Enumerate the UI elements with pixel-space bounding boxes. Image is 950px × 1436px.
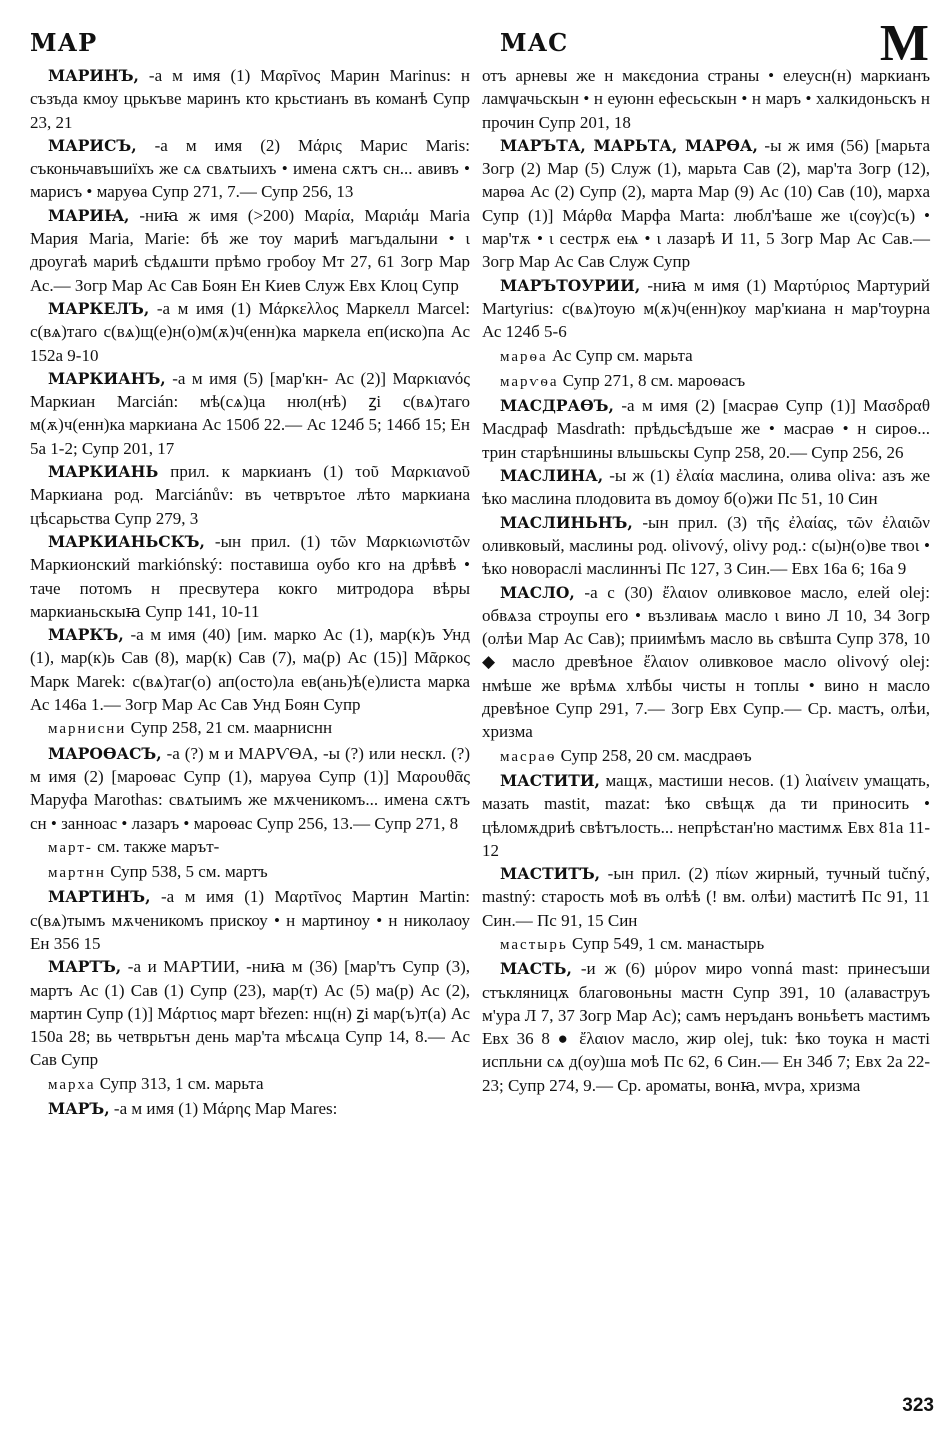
cross-reference-word: мартнн	[48, 865, 106, 882]
entry-headword: МАСТЬ,	[500, 959, 572, 979]
entry-headword: МАРЪ,	[48, 1099, 110, 1119]
dictionary-entry	[482, 769, 930, 862]
dictionary-entry	[30, 623, 470, 716]
entry-body: -а с (30) ἔλαιον оливковое масло, елей olej: обвѧза строупы его • възливаѩ масло ι вино Л 10, 34 Зогр (олѣи Мар Ас Сав); приимѣмъ масло вь свѣшта Супр 378, 10 ◆ масло древѣное ἔλαιον оливковое масло olivový olej: нмѣше же врѣмѧ хлѣбы чисты н топлы • вино н масло древѣное Супр 291, 7.— Зогр Евх Супр.— Ср. мастъ, олѣи, хризма	[482, 582, 930, 742]
entry-body: -ын прил. (2) πίων жирный, тучный tučný, mastný: старость моѣ въ олѣѣ (! вм. олѣи) маститѣ Пс 91, 11 Син.— Пс 91, 15 Син	[482, 864, 930, 930]
dictionary-entry	[482, 394, 930, 464]
cross-reference-word: марѳа	[500, 348, 548, 365]
entry-body: см. также марът-	[92, 836, 220, 856]
entry-body: Супр 549, 1 см. манастырь	[567, 933, 765, 953]
entry-body: -а м имя (40) [им. марко Ас (1), мар(к)ъ Унд (1), мар(к)ь Сав (8), мар(к) Сав (7), ма(р) Ас (15)] Μᾶρκος Марк Marek: с(вѧ)таг(о) ап(осто)ла ев(ань)ѣ(е)листа марка Ас 146а 1.— Зогр Мар Ас Сав Унд Боян Супр	[30, 625, 470, 715]
entry-body: -а м имя (2) [масраѳ Супр (1)] Μασδραθ Масдраф Masdrath: прѣдьсѣдъше же • масраѳ • н сироѳ... трин старѣншины вльшьскы Супр 258, 20.— Супр 256, 26	[482, 396, 930, 462]
entry-body: -а м имя (1) Μάρκελλος Маркелл Marcel: с(вѧ)таго с(вѧ)щ(е)н(о)м(ѫ)ч(енн)ка маркела еп(иско)па Ас 152а 9-10	[30, 298, 470, 365]
dictionary-entry	[482, 274, 930, 344]
entry-body: Ас Супр см. марьта	[547, 345, 693, 365]
entry-headword: МАРИНЪ,	[48, 66, 139, 85]
dictionary-entry	[30, 1072, 470, 1097]
dictionary-entry	[482, 344, 930, 369]
entry-headword: МАРКИАНЬ	[48, 462, 159, 482]
dictionary-entry	[482, 511, 930, 581]
entry-body: Супр 313, 1 см. марьта	[95, 1073, 264, 1093]
entry-body: Супр 258, 21 см. маарниснн	[126, 718, 333, 738]
dictionary-entry	[30, 742, 470, 835]
dictionary-entry	[30, 297, 470, 367]
entry-body: Супр 258, 20 см. масдраѳъ	[556, 745, 752, 765]
entry-headword: МАСЛИНЬНЪ,	[500, 512, 633, 532]
entry-body: отъ арневы же н макєдониа страны • елеусн(н) маркианъ ламѱачьскын • н еуюнн ефесьскын • н маръ • халкидоньскъ н прочин Супр 201, 18	[482, 66, 930, 132]
entry-headword: МАРТЪ,	[48, 957, 122, 977]
entry-body: -а и МАРТИИ, -ниꙗ м (36) [мар'тъ Супр (3), мартъ Ас (1) Сав (1) Супр (23), мар(т) Ас (5) ма(р) Ас (2), мартин Супр (1)] Μάρτιος март březen: нц(н) ꙁі мар(ъ)т(а) Ас 150а 28; вь четврьтън день мар'та мѣсѧца Супр 14, 8.— Ас Сав Супр	[30, 957, 470, 1070]
dictionary-entry	[482, 464, 930, 511]
entry-headword: МАСТИТЪ,	[500, 864, 601, 884]
entry-body: Супр 271, 8 см. мароѳасъ	[558, 370, 746, 390]
entry-headword: МАРОѲАСЪ,	[48, 743, 162, 763]
dictionary-entry	[30, 955, 470, 1071]
entry-headword: МАРИꙖ,	[48, 205, 130, 225]
entry-headword: МАРЪТА, МАРЬТА, МАРѲА,	[500, 135, 758, 155]
entry-body: -а м имя (1) Μαρῖνος Марин Marinus: н съзъда кмоу црькъве маринъ кто крьстианъ въ команѣ Супр 23, 21	[30, 66, 470, 132]
entry-headword: МАРЪТОУРИИ,	[500, 275, 641, 295]
entry-headword: МАСТИТИ,	[500, 770, 600, 790]
dictionary-entry	[30, 835, 470, 860]
entry-headword: МАСЛО,	[500, 582, 575, 602]
entry-body: -а м имя (1) Μαρτῖνος Мартин Martin: с(вѧ)тымъ мѫченикомъ прискоу • н мартиноу • н николаоу Ен 356 15	[30, 887, 470, 953]
page-number: 323	[902, 1395, 934, 1416]
left-column	[30, 64, 470, 1120]
dictionary-entry	[30, 64, 470, 134]
dictionary-entry	[30, 460, 470, 530]
entry-body: -ы ж имя (56) [марьта Зогр (2) Мар (5) Служ (1), марьта Сав (2), мар'та Зогр (12), марѳа Ас (2) Супр (2), марта Мар (9) Ас (10) Сав (10), марха Супр (1)] Μάρθα Марфа Marta: любл'ѣаше же ι(сѹ)с(ъ) • мар'тѫ • ι сестрѫ еѩ • ι лазарѣ И 11, 5 Зогр Мар Ас Сав.— Зогр Мар Ас Сав Служ Супр	[482, 135, 930, 272]
entry-body: -а (?) м и МАРѴѲА, -ы (?) или нескл. (?) м имя (2) [мароѳас Супр (1), маруѳа Супр (1)] Μαρουθᾶς Маруфа Marothas: свѧтыимъ же мѫченикомъ... имена сѫтъ сн • занноас • лазаръ • мароѳас Супр 256, 13.— Супр 271, 8	[30, 743, 470, 833]
dictionary-entry	[482, 64, 930, 134]
entry-body: -а м имя (1) Μάρης Мар Mares:	[109, 1099, 338, 1119]
entry-body: -а м имя (5) [мар'кн- Ас (2)] Μαρκιανός Маркиан Marcián: мѣ(сѧ)ца нюл(нѣ) ꙁі с(вѧ)таго м(ѫ)ч(енн)ка маркиана Ас 150б 22.— Ас 124б 5; 146б 15; Ен 5а 1-2; Супр 201, 17	[30, 368, 470, 458]
running-head-left: МАР	[30, 28, 98, 57]
entry-body: -ын прил. (3) τῆς ἐλαίας, τῶν ἐλαιῶν оливковый, маслины род. olivový, olivy род.: с(ы)н(о)ве твоι • ѣко новораслі маслиннъі Пс 127, 3 Син.— Евх 16а 6; 16а 9	[482, 512, 930, 579]
entry-body: -ы ж (1) ἐλαία маслина, олива oliva: азъ же ѣко маслина плодовита въ домоу б(о)жи Пс 51, 10 Син	[482, 466, 930, 509]
dictionary-entry	[30, 860, 470, 885]
entry-body: -ниꙗ м имя (1) Μαρτύριος Мартурий Martyrius: с(вѧ)тоую м(ѫ)ч(енн)коу мар'киана н мар'тоурна Ас 124б 5-6	[482, 275, 930, 342]
entry-body: -а м имя (2) Μάρις Марис Maris: съконьчавъшиїхъ же сѧ свѧтыихъ • имена сѫтъ сн... авивъ • марисъ • маруѳа Супр 271, 7.— Супр 256, 13	[30, 135, 470, 202]
dictionary-entry	[30, 530, 470, 623]
cross-reference-word: марха	[48, 1076, 96, 1093]
dictionary-entry	[30, 1097, 470, 1120]
entry-body: прил. к маркианъ (1) τοῦ Μαρκιανοῦ Маркиана род. Marciánův: въ четврътое лѣто маркиана цѣсарьства Супр 279, 3	[30, 462, 470, 528]
dictionary-entry	[482, 134, 930, 274]
entry-headword: МАРКИАНЬСКЪ,	[48, 531, 205, 551]
dictionary-entry	[482, 369, 930, 394]
dictionary-entry	[482, 744, 930, 769]
dictionary-entry	[482, 957, 930, 1097]
entry-headword: МАСДРАѲЪ,	[500, 396, 614, 416]
entry-body: -ын прил. (1) τῶν Μαρκιωνιστῶν Маркионский markiónský: поставиша оубо кго на дрѣвѣ • таче потомъ н пресвутера кокго митродора вѣры маркианьскыꙗ Супр 141, 10-11	[30, 531, 470, 621]
dictionary-entry	[30, 134, 470, 204]
cross-reference-word: марѵѳа	[500, 373, 559, 390]
entry-headword: МАСЛИНА,	[500, 466, 604, 486]
cross-reference-word: марнисни	[48, 721, 127, 738]
dictionary-entry	[482, 932, 930, 957]
section-letter: М	[879, 15, 930, 72]
cross-reference-word: март-	[48, 839, 93, 856]
entry-body: Супр 538, 5 см. мартъ	[105, 862, 268, 882]
entry-headword: МАРКИАНЪ,	[48, 368, 166, 388]
right-column	[482, 64, 930, 1097]
entry-body: -и ж (6) μύρον миро vonná mast: принесъши стъкляницѫ благовоньны мастн Супр 391, 10 (алаваструъ м'ура Л 7, 37 Зогр Мар Ас); самъ неръданъ воньѣетъ мастимъ Евх 36 8 ● ἔλαιον масло, жир olej, tuk: ѣко тоука н масті испльни сѧ д(оу)ша моѣ Пс 62, 6 Син.— Ен 34б 7; Евх 2а 22-23; Супр 274, 9.— Ср. ароматы, вонꙗ, мѵра, хризма	[482, 959, 930, 1095]
entry-headword: МАРКЪ,	[48, 625, 124, 645]
dictionary-entry	[482, 581, 930, 744]
entry-headword: МАРКЕЛЪ,	[48, 298, 150, 318]
entry-body: мащѫ, мастиши несов. (1) λιαίνειν умащать, мазать mastit, mazat: ѣко свѣщѫ да ти приносить • цѣломѫдриѣ свѣтълость... непрѣстан'но мастимѫ Евх 81а 11-12	[482, 770, 930, 860]
dictionary-entry	[30, 716, 470, 741]
entry-body: -ниꙗ ж имя (>200) Μαρία, Μαριάμ Maria Мария Maria, Marie: бѣ же тоу мариѣ магъдалыни • ι дроугаѣ мариѣ сѣдѧшти прѣмо гробоу Мт 27, 61 Зогр Мар Ас.— Зогр Мар Ас Сав Боян Ен Киев Служ Евх Клоц Супр	[30, 205, 470, 295]
dictionary-entry	[30, 885, 470, 955]
cross-reference-word: масраѳ	[500, 748, 557, 765]
dictionary-entry	[30, 204, 470, 297]
running-head-right: МАС	[500, 28, 569, 57]
entry-headword: МАРТИНЪ,	[48, 887, 151, 907]
cross-reference-word: мастырь	[500, 936, 568, 953]
dictionary-entry	[30, 367, 470, 460]
entry-headword: МАРИСЪ,	[48, 135, 137, 155]
dictionary-entry	[482, 862, 930, 932]
